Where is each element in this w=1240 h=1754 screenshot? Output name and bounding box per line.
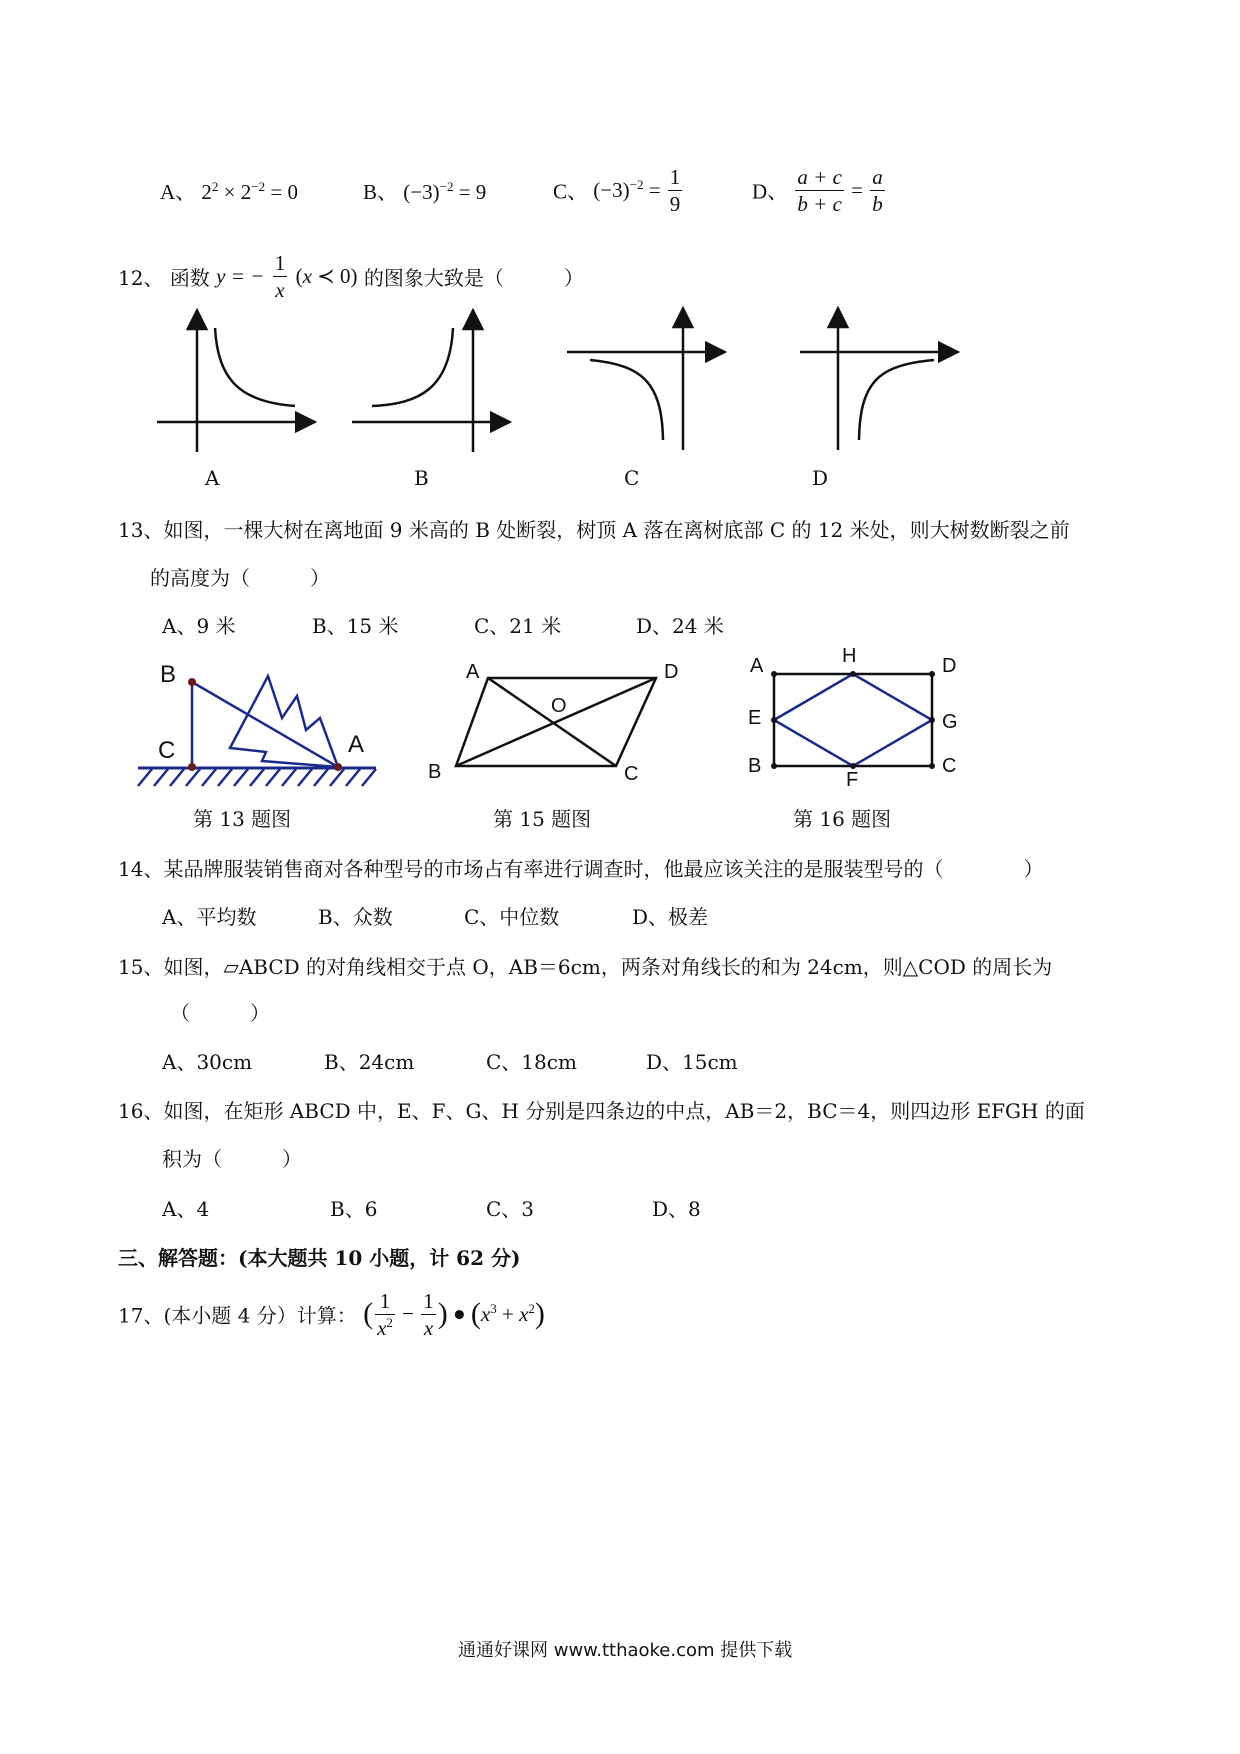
q15-option-a: A、30cm [162, 1050, 253, 1074]
q16-line1: 16、如图，在矩形 ABCD 中，E、F、G、H 分别是四条边的中点，AB＝2，BC＝4，则四边形 EFGH 的面 [118, 1099, 1085, 1123]
q16-option-d: D、8 [652, 1197, 701, 1221]
fig15-label-d: D [664, 661, 679, 683]
q16-line2: 积为（ ） [162, 1147, 302, 1171]
figures-row [0, 648, 1240, 808]
q15-option-b: B、24cm [324, 1050, 415, 1074]
fig15-label-o: O [551, 695, 567, 717]
q16-option-a: A、4 [162, 1197, 210, 1221]
q11-option-d: D、 $\frac{a + c}{b + c}$ = $\frac{a}{b}$ [752, 165, 883, 217]
q15-option-d: D、15cm [646, 1050, 738, 1074]
q11-option-a-label: A、 [160, 180, 197, 204]
q12-graph-label-c: C [624, 466, 640, 490]
q12-graph-a [157, 310, 315, 452]
fig13-label-b: B [160, 661, 177, 688]
fig16-label-b: B [748, 755, 762, 777]
q17 [118, 1290, 545, 1339]
q15-line2: （ ） [170, 1001, 270, 1025]
q13-option-d: D、24 米 [636, 614, 724, 638]
q12-graph-c [567, 308, 725, 450]
section3-heading: 三、解答题：(本大题共 10 小题，计 62 分) [118, 1246, 521, 1270]
fig16-label-f: F [846, 769, 859, 791]
q14-option-a: A、平均数 [162, 905, 257, 929]
q12-formula-fraction: $\frac{1}{x}$ [274, 251, 286, 303]
fig15-label-c: C [624, 763, 639, 785]
fig13-label-a: A [348, 731, 365, 758]
q12-graph-label-a: A [205, 466, 220, 490]
q14-option-b: B、众数 [318, 905, 393, 929]
fig16-label-h: H [842, 648, 857, 667]
q11-option-c-expr: $(-3)^{-2}$ = [593, 177, 666, 203]
fig13-label-c: C [158, 737, 176, 764]
q11-option-a-expr: $2^2 \times 2^{-2} = 0$ [201, 179, 298, 204]
q11-option-a [160, 179, 298, 204]
q16-option-b: B、6 [330, 1197, 378, 1221]
fig16-label-d: D [942, 655, 957, 677]
q12-graph-d [800, 308, 958, 450]
q12-text-before: 函数 [169, 266, 210, 291]
q13-line1: 13、如图，一棵大树在离地面 9 米高的 B 处断裂，树顶 A 落在离树底部 C 的 12 米处，则大树数断裂之前 [118, 518, 1070, 542]
q12-formula-domain: (x ≺ 0) [295, 264, 358, 289]
q12-graph-label-b: B [414, 466, 429, 490]
q12-number: 12、 [118, 266, 164, 291]
fig15-diagram [456, 678, 656, 766]
q11-option-b-label: B、 [363, 180, 399, 204]
q11-option-c-label: C、 [553, 179, 589, 204]
q11-option-c [553, 166, 684, 215]
q13-option-a: A、9 米 [162, 614, 236, 638]
fig16-label-a: A [750, 655, 764, 677]
fig16-label-g: G [942, 711, 958, 733]
fig13-caption: 第 13 题图 [193, 807, 292, 831]
fig13-diagram [138, 676, 376, 786]
q17-expression: ( $\frac{1}{x^2}$ − $\frac{1}{x}$ ) ● $(x^3 + x^2)$ [363, 1289, 545, 1341]
q12-text-after: 的图象大致是（ ） [363, 266, 584, 291]
fig15-caption: 第 15 题图 [493, 807, 592, 831]
fig16-diagram [771, 671, 935, 769]
q11-option-d-fraction-right: $\frac{a}{b}$ [872, 165, 883, 217]
fig15-label-a: A [466, 661, 480, 683]
fig16-label-c: C [942, 755, 957, 777]
q14-option-c: C、中位数 [464, 905, 560, 929]
fig15-label-b: B [428, 761, 442, 783]
q11-option-b [363, 179, 487, 204]
q14-line1: 14、某品牌服装销售商对各种型号的市场占有率进行调查时，他最应该关注的是服装型号的（ ） [118, 857, 1044, 881]
q12-graphs [0, 300, 1240, 480]
q13-option-b: B、15 米 [312, 614, 399, 638]
q11-option-d-label: D、 [752, 179, 789, 204]
q13-option-c: C、21 米 [474, 614, 562, 638]
q11-option-d-fraction-left: $\frac{a + c}{b + c}$ [797, 165, 842, 217]
fig16-label-e: E [748, 707, 762, 729]
q13-line2: 的高度为（ ） [150, 566, 330, 590]
q15-option-c: C、18cm [486, 1050, 577, 1074]
q12-formula: y = − [216, 264, 265, 289]
footer-text: 通通好课网 www.tthaoke.com 提供下载 [458, 1640, 793, 1661]
q11-option-c-fraction: $\frac{1}{9}$ [669, 165, 681, 217]
fig16-caption: 第 16 题图 [793, 807, 892, 831]
q11-option-b-expr: $(-3)^{-2} = 9$ [403, 179, 487, 204]
q15-line1: 15、如图，▱ABCD 的对角线相交于点 O，AB＝6cm，两条对角线长的和为 24cm，则△COD 的周长为 [118, 955, 1053, 979]
q12-graph-label-d: D [812, 466, 829, 490]
q14-option-d: D、极差 [632, 905, 709, 929]
q12-stem [118, 252, 584, 301]
q12-graph-b [352, 310, 510, 452]
q16-option-c: C、3 [486, 1197, 535, 1221]
q17-label: 17、(本小题 4 分）计算： [118, 1303, 357, 1328]
